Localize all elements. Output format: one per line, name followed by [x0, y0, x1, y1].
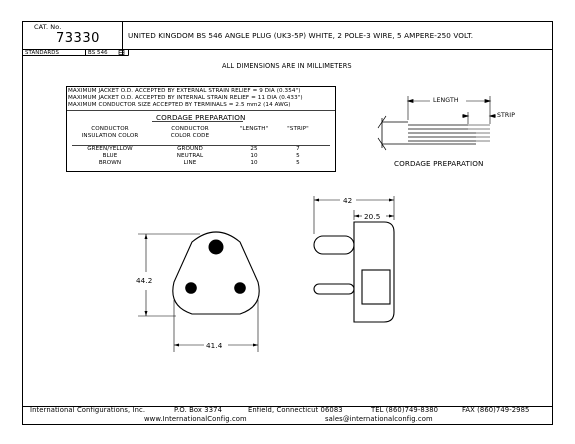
side-pin-lower: [314, 284, 354, 294]
neutral-pin-hole: [185, 282, 197, 294]
strain-relief: [362, 270, 390, 304]
table-cell: 10: [250, 160, 258, 166]
table-cell: 5: [296, 160, 300, 166]
table-cell: 5: [296, 153, 300, 159]
pin-length-dimension: 20.5: [364, 212, 381, 221]
footer-website-link[interactable]: www.InternationalConfig.com: [144, 415, 247, 423]
overall-depth-dimension: 42: [343, 196, 353, 205]
standards-value: BS 546: [88, 50, 108, 56]
page-title: UNITED KINGDOM BS 546 ANGLE PLUG (UK3-5P) WHITE, 2 POLE-3 WIRE, 5 AMPERE-250 VOLT.: [128, 31, 474, 40]
header-color-code: CONDUCTOR COLOR CODE: [170, 126, 210, 139]
footer-po-box: P.O. Box 3374: [174, 406, 222, 414]
footer-tel: TEL (860)749-8380: [371, 406, 439, 414]
side-pin-round: [314, 236, 354, 254]
table-cell: NEUTRAL: [176, 153, 204, 159]
cordage-sketch: [378, 96, 496, 150]
cordage-table-title: CORDAGE PREPARATION: [156, 113, 246, 122]
width-dimension: 41.4: [206, 341, 223, 350]
cat-no-label: CAT. No.: [34, 23, 62, 31]
plug-side-view: [314, 196, 394, 322]
plug-front-view: [138, 232, 259, 352]
spec-line-3: MAXIMUM CONDUCTOR SIZE ACCEPTED BY TERMINALS = 2.5 mm2 (14 AWG): [68, 102, 291, 108]
table-cell: LINE: [183, 160, 197, 166]
cat-no-value: 73330: [56, 31, 100, 46]
spec-line-2: MAXIMUM JACKET O.D. ACCEPTED BY INTERNAL STRAIN RELIEF = 11 DIA (0.433"): [68, 95, 303, 101]
table-cell: BLUE: [102, 153, 118, 159]
header-length: "LENGTH": [239, 126, 269, 132]
spec-line-1: MAXIMUM JACKET O.D. ACCEPTED BY EXTERNAL STRAIN RELIEF = 9 DIA (0.354"): [68, 88, 301, 94]
strip-label: STRIP: [497, 112, 516, 119]
table-cell: 7: [296, 146, 300, 152]
footer-email-link[interactable]: sales@internationalconfig.com: [325, 415, 433, 423]
earth-pin-hole: [209, 240, 224, 255]
footer-city: Enfield, Connecticut 06083: [248, 406, 343, 414]
standards-label: STANDARDS: [25, 50, 59, 56]
header-insulation-color: CONDUCTOR INSULATION COLOR: [81, 126, 139, 139]
plug-body-side: [354, 222, 394, 322]
footer-fax: FAX (860)749-2985: [462, 406, 530, 414]
table-cell: GREEN/YELLOW: [87, 146, 133, 152]
length-label: LENGTH: [433, 97, 459, 104]
footer-company: International Configurations, Inc.: [30, 406, 146, 414]
table-cell: GROUND: [177, 146, 203, 152]
height-dimension: 44.2: [136, 276, 153, 285]
header-strip: "STRIP": [287, 126, 309, 132]
cordage-caption: CORDAGE PREPARATION: [394, 159, 484, 168]
table-cell: BROWN: [98, 160, 122, 166]
line-pin-hole: [234, 282, 246, 294]
table-cell: 10: [250, 153, 258, 159]
outer-border: [23, 22, 553, 425]
table-cell: 25: [250, 146, 258, 152]
dimensions-note: ALL DIMENSIONS ARE IN MILLIMETERS: [222, 62, 352, 70]
